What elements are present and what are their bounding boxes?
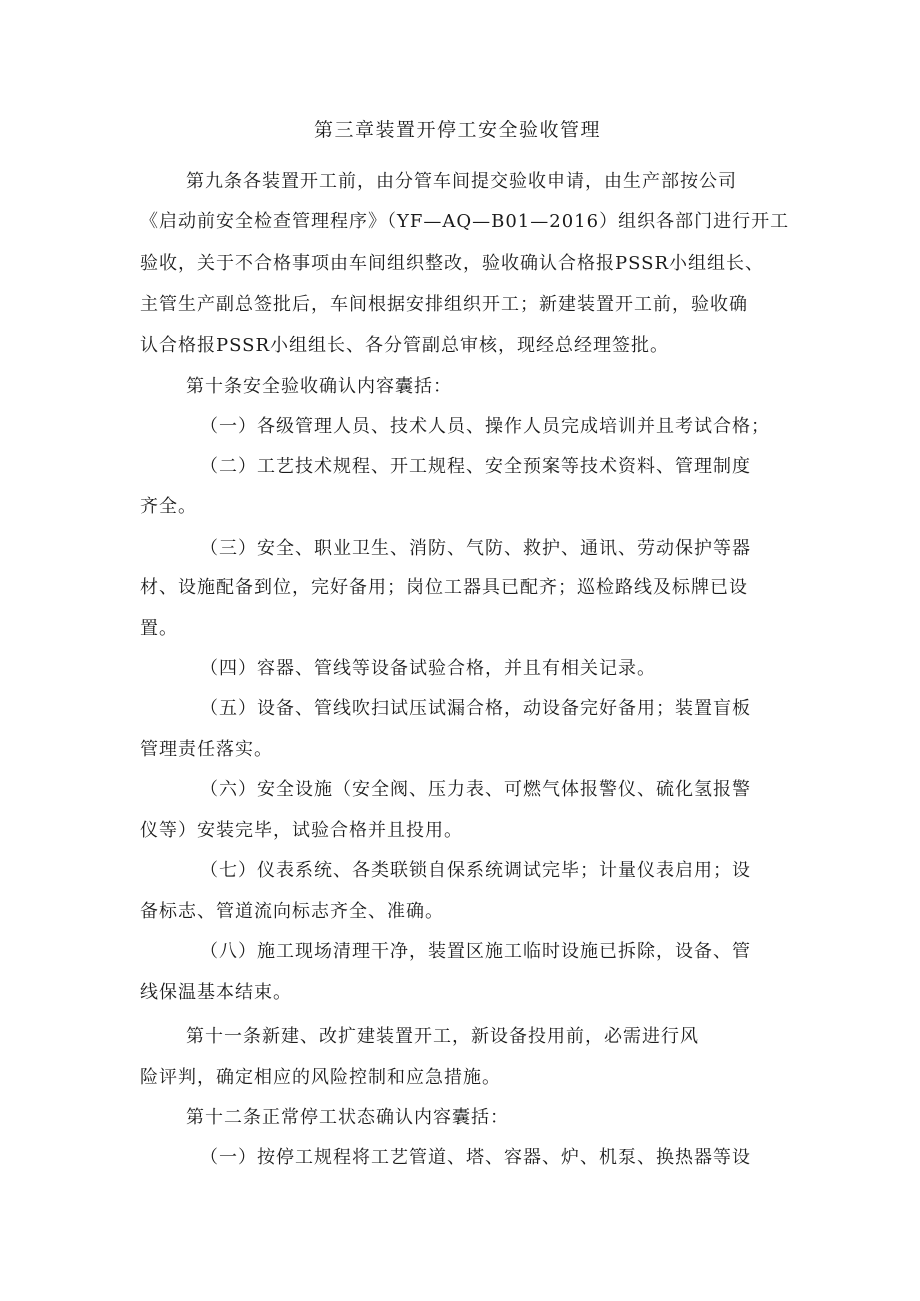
article10-item8-line2: 线保温基本结束。 [140, 982, 292, 1003]
article9-line5: 认合格报PSSR小组组长、各分管副总审核，现经总经理签批。 [140, 335, 670, 356]
article11-line2: 险评判，确定相应的风险控制和应急措施。 [140, 1067, 501, 1088]
article10-item7-line2: 备标志、管道流向标志齐全、准确。 [140, 901, 444, 922]
article10-heading: 第十条安全验收确认内容囊括： [186, 376, 452, 397]
article11-line1: 第十一条新建、改扩建装置开工，新设备投用前，必需进行风 [186, 1026, 699, 1047]
article9-line3: 验收，关于不合格事项由车间组织整改，验收确认合格报PSSR小组组长、 [140, 253, 765, 274]
chapter-title: 第三章装置开停工安全验收管理 [314, 119, 602, 141]
article12-heading: 第十二条正常停工状态确认内容囊括： [186, 1107, 509, 1128]
article10-item4: （四）容器、管线等设备试验合格，并且有相关记录。 [200, 658, 656, 679]
article10-item2-line2: 齐全。 [140, 496, 197, 517]
article10-item6-line1: （六）安全设施（安全阀、压力表、可燃气体报警仪、硫化氢报警 [200, 779, 751, 800]
article10-item3-line1: （三）安全、职业卫生、消防、气防、救护、通讯、劳动保护等器 [200, 538, 751, 559]
article10-item6-line2: 仪等）安装完毕，试验合格并且投用。 [140, 820, 463, 841]
article10-item2-line1: （二）工艺技术规程、开工规程、安全预案等技术资料、管理制度 [200, 456, 751, 477]
article12-item1-line1: （一）按停工规程将工艺管道、塔、容器、炉、机泵、换热器等设 [200, 1147, 751, 1168]
article10-item3-line2: 材、设施配备到位，完好备用；岗位工器具已配齐；巡检路线及标牌已设 [140, 577, 748, 598]
article10-item7-line1: （七）仪表系统、各类联锁自保系统调试完毕；计量仪表启用；设 [200, 860, 751, 881]
article10-item1: （一）各级管理人员、技术人员、操作人员完成培训并且考试合格； [200, 416, 770, 437]
article9-line2: 《启动前安全检查管理程序》（YF—AQ—B01—2016）组织各部门进行开工 [140, 211, 790, 232]
article10-item3-line3: 置。 [140, 618, 178, 639]
article9-line4: 主管生产副总签批后，车间根据安排组织开工；新建装置开工前，验收确 [140, 294, 748, 315]
article10-item8-line1: （八）施工现场清理干净，装置区施工临时设施已拆除，设备、管 [200, 941, 751, 962]
article10-item5-line1: （五）设备、管线吹扫试压试漏合格，动设备完好备用；装置盲板 [200, 698, 751, 719]
article10-item5-line2: 管理责任落实。 [140, 739, 273, 760]
article9-line1: 第九条各装置开工前，由分管车间提交验收申请，由生产部按公司 [186, 171, 737, 192]
